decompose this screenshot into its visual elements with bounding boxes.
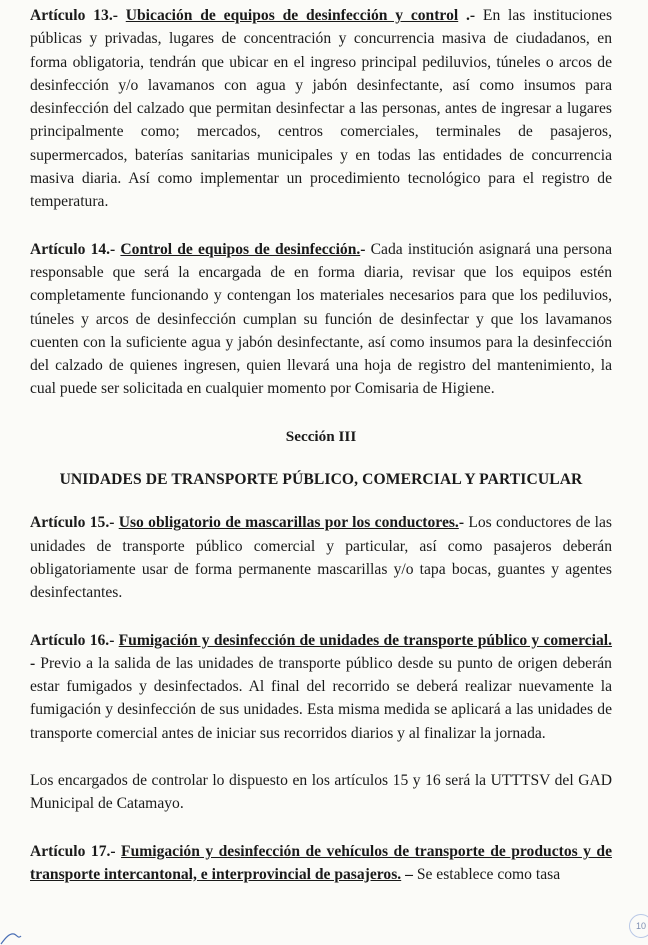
article-17-title: Fumigación y desinfección de vehículos de transporte de productos y de transporte intercantonal, e interprovincial de pasajeros. [30, 842, 612, 883]
article-14-title: Control de equipos de desinfección. [120, 240, 361, 258]
pen-stroke-mark [0, 924, 22, 945]
article-17 [30, 840, 612, 887]
controller-note: Los encargados de controlar lo dispuesto en los artículos 15 y 16 será la UTTTSV del GAD Municipal de Catamayo. [30, 772, 612, 813]
article-14 [30, 238, 612, 401]
article-13-title: Ubicación de equipos de desinfección y control [125, 7, 459, 24]
article-17-separator: – [405, 865, 413, 883]
article-16-separator: - [30, 654, 36, 672]
article-17-number: Artículo 17.- [30, 842, 116, 860]
article-16 [30, 629, 612, 745]
article-15-separator: - [458, 514, 465, 532]
article-13 [30, 4, 612, 214]
article-17-body: Se establece como tasa [416, 865, 561, 883]
article-13-number: Artículo 13.- [30, 7, 118, 24]
section-title: UNIDADES DE TRANSPORTE PÚBLICO, COMERCIAL Y PARTICULAR [59, 471, 583, 489]
article-15 [30, 511, 612, 604]
article-14-number: Artículo 14.- [30, 240, 116, 258]
article-13-body: En las instituciones públicas y privadas, lugares de concentración y concurrencia masiva de ciudadanos, en forma obligatoria, tendrán que ubicar en el ingreso principal pediluvios, túneles o arcos de desinfección y/o lavamanos con agua y jabón desinfectante, así como insumos para desinfección del calzado que permitan desinfectar a las personas, antes de ingresar a lugares principalmente como; mercados, centros comerciales, terminales de pasajeros, supermercados, baterías sanitarias municipales y en todas las entidades de concurrencia masiva diaria. Así como implementar un procedimiento tecnológico para el registro de temperatura. [30, 7, 613, 211]
page-number: 10 [629, 914, 648, 938]
article-15-body: Los conductores de las unidades de transporte público comercial y particular, así como pasajeros deberán obligatoriamente usar de forma permanente mascarillas y/o tapa bocas, guantes y agentes desinfectantes. [30, 514, 612, 602]
article-14-body: Cada institución asignará una persona responsable que será la encargada de en forma diaria, revisar que los equipos estén completamente funcionando y contengan los materiales necesarios para que los pediluvios, túneles y arcos de desinfección cumplan su función de desinfectar y que los lavamanos cuenten con la suficiente agua y jabón desinfectante, así como insumos para la desinfección del calzado de quienes ingresen, quien llevará una hoja de registro del mantenimiento, la cual puede ser solicitada en cualquier momento por Comisaria de Higiene. [30, 240, 613, 398]
article-15-number: Artículo 15.- [30, 514, 115, 532]
article-16-number: Artículo 16.- [30, 631, 115, 649]
document-page [30, 4, 612, 886]
article-15-title: Uso obligatorio de mascarillas por los conductores. [118, 514, 459, 532]
section-number: Sección III [285, 427, 357, 445]
article-14-separator: - [360, 240, 366, 258]
article-16-title: Fumigación y desinfección de unidades de transporte público y comercial. [118, 631, 613, 649]
article-13-separator: .- [466, 7, 476, 24]
article-16-body: Previo a la salida de las unidades de transporte público desde su punto de origen deberán estar fumigados y desinfectados. Al final del recorrido se deberá realizar nuevamente la fumigación y desinfección de sus unidades. Esta misma medida se aplicará a las unidades de transporte comercial antes de iniciar sus recorridos diarios y al finalizar la jornada. [30, 654, 612, 742]
